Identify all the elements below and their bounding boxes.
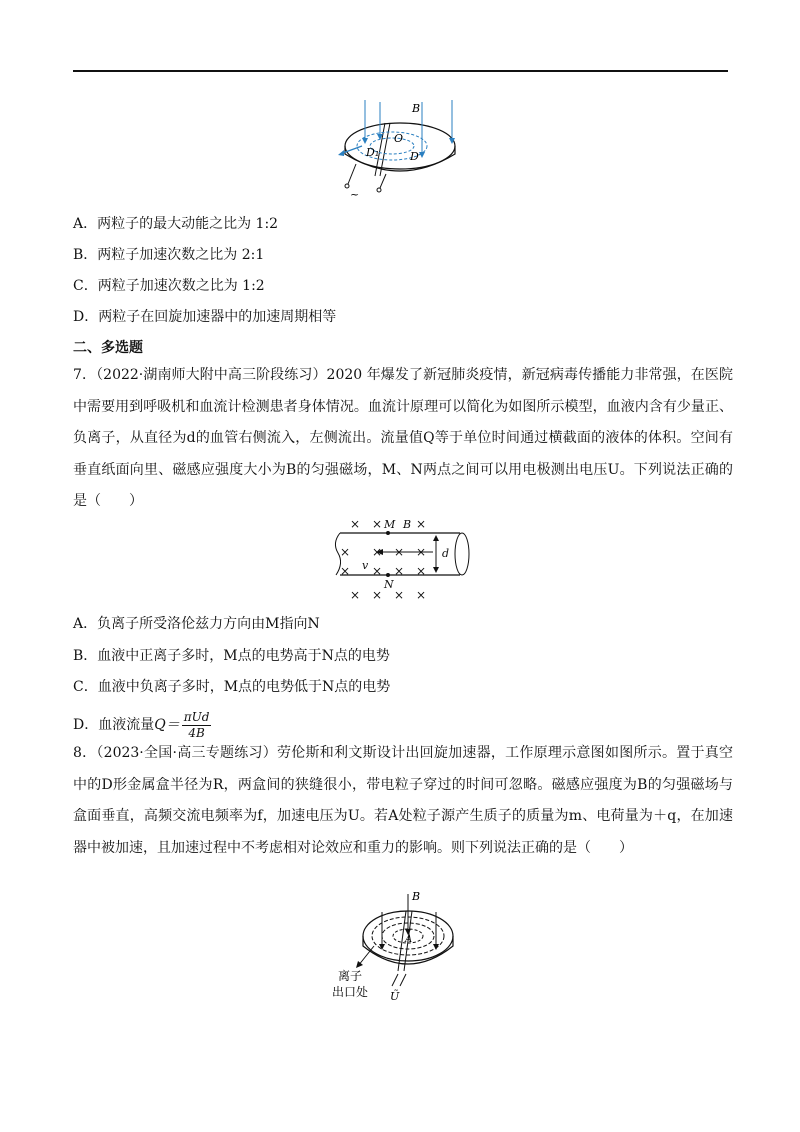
q8-stem: 8．（2023·全国·高三专题练习）劳伦斯和利文斯设计出回旋加速器，工作原理示意图如图所示。置于真空中的D形金属盒半径为R，两盒间的狭缝很小，带电粒子穿过的时间可忽略。磁感应强度为B的匀强磁场与盒面垂直，高频交流电频率为f，加速电压为U。若A处粒子源产生质子的质量为m、电荷量为＋q，在加速器中被加速，且加速过程中不考虑相对论效应和重力的影响。则下列说法正确的是（ ） [73,745,733,856]
q6-option-b[interactable]: B．两粒子加速次数之比为 2:1 [73,247,265,263]
fig2-label-n: N [384,578,394,591]
cross-mark: × [372,564,383,578]
fig2-label-d: d [442,547,450,560]
cross-mark: × [340,564,351,578]
q6-option-c[interactable]: C．两粒子加速次数之比为 1:2 [73,278,265,294]
cross-mark: × [416,588,427,602]
q7-option-d-prefix: D．血液流量 [73,717,155,733]
cyclotron-figure-2 [328,886,478,1006]
cross-mark: × [394,564,405,578]
fig3-label-u: Ũ [390,990,400,1003]
cross-mark: × [416,564,427,578]
header-rule [73,70,728,72]
fig2-label-m: M [384,518,396,531]
fig1-label-o: O [394,132,404,145]
fig3-label-exit-1: 离子 [338,969,363,983]
cross-mark: × [394,545,405,559]
cross-mark: × [416,545,427,559]
q7-option-d-lhs: Q＝ [154,717,180,733]
cross-mark: × [416,517,427,531]
fig1-label-d1: D₁ [366,146,380,159]
formula-denominator: 4B [188,725,205,740]
fig2-label-v: v [362,559,369,572]
q7-option-d[interactable] [73,708,211,742]
section-title: 二、多选题 [73,340,143,356]
q7-option-a[interactable]: A．负离子所受洛伦兹力方向由M指向N [73,616,320,632]
cross-mark: × [372,545,383,559]
cross-mark: × [372,588,383,602]
flow-formula [182,710,212,741]
fig3-label-b: B [412,890,421,903]
q7-option-b[interactable]: B．血液中正离子多时，M点的电势高于N点的电势 [73,648,390,664]
cross-mark: × [350,517,361,531]
fig3-label-exit-2: 出口处 [332,985,369,999]
q7-stem: 7．（2022·湖南师大附中高三阶段练习）2020 年爆发了新冠肺炎疫情，新冠病毒传播能力非常强，在医院中需要用到呼吸机和血流计检测患者身体情况。血流计原理可以简化为如图所示模型，血液内含有少量正、负离子，从直径为d的血管右侧流入，左侧流出。流量值Q等于单位时间通过横截面的液体的体积。空间有垂直纸面向里、磁感应强度大小为B的匀强磁场，M、N两点之间可以用电极测出电压U。下列说法正确的是（ ） [73,367,733,509]
flowmeter-figure [328,517,472,605]
cyclotron-figure-1 [330,96,470,198]
formula-numerator: πUd [183,709,210,724]
cross-mark: × [340,545,351,559]
fig1-label-ac: ~ [350,188,360,198]
q6-option-a[interactable]: A．两粒子的最大动能之比为 1:2 [73,216,279,232]
fig2-label-b: B [403,518,412,531]
fig1-label-b: B [412,102,421,115]
cross-mark: × [372,517,383,531]
q6-option-d[interactable]: D．两粒子在回旋加速器中的加速周期相等 [73,309,337,325]
cross-mark: × [394,588,405,602]
q7-option-c[interactable]: C．血液中负离子多时，M点的电势低于N点的电势 [73,679,391,695]
cross-mark: × [350,588,361,602]
fig1-label-d: D [410,150,419,163]
fig3-label-a: A [405,934,413,945]
